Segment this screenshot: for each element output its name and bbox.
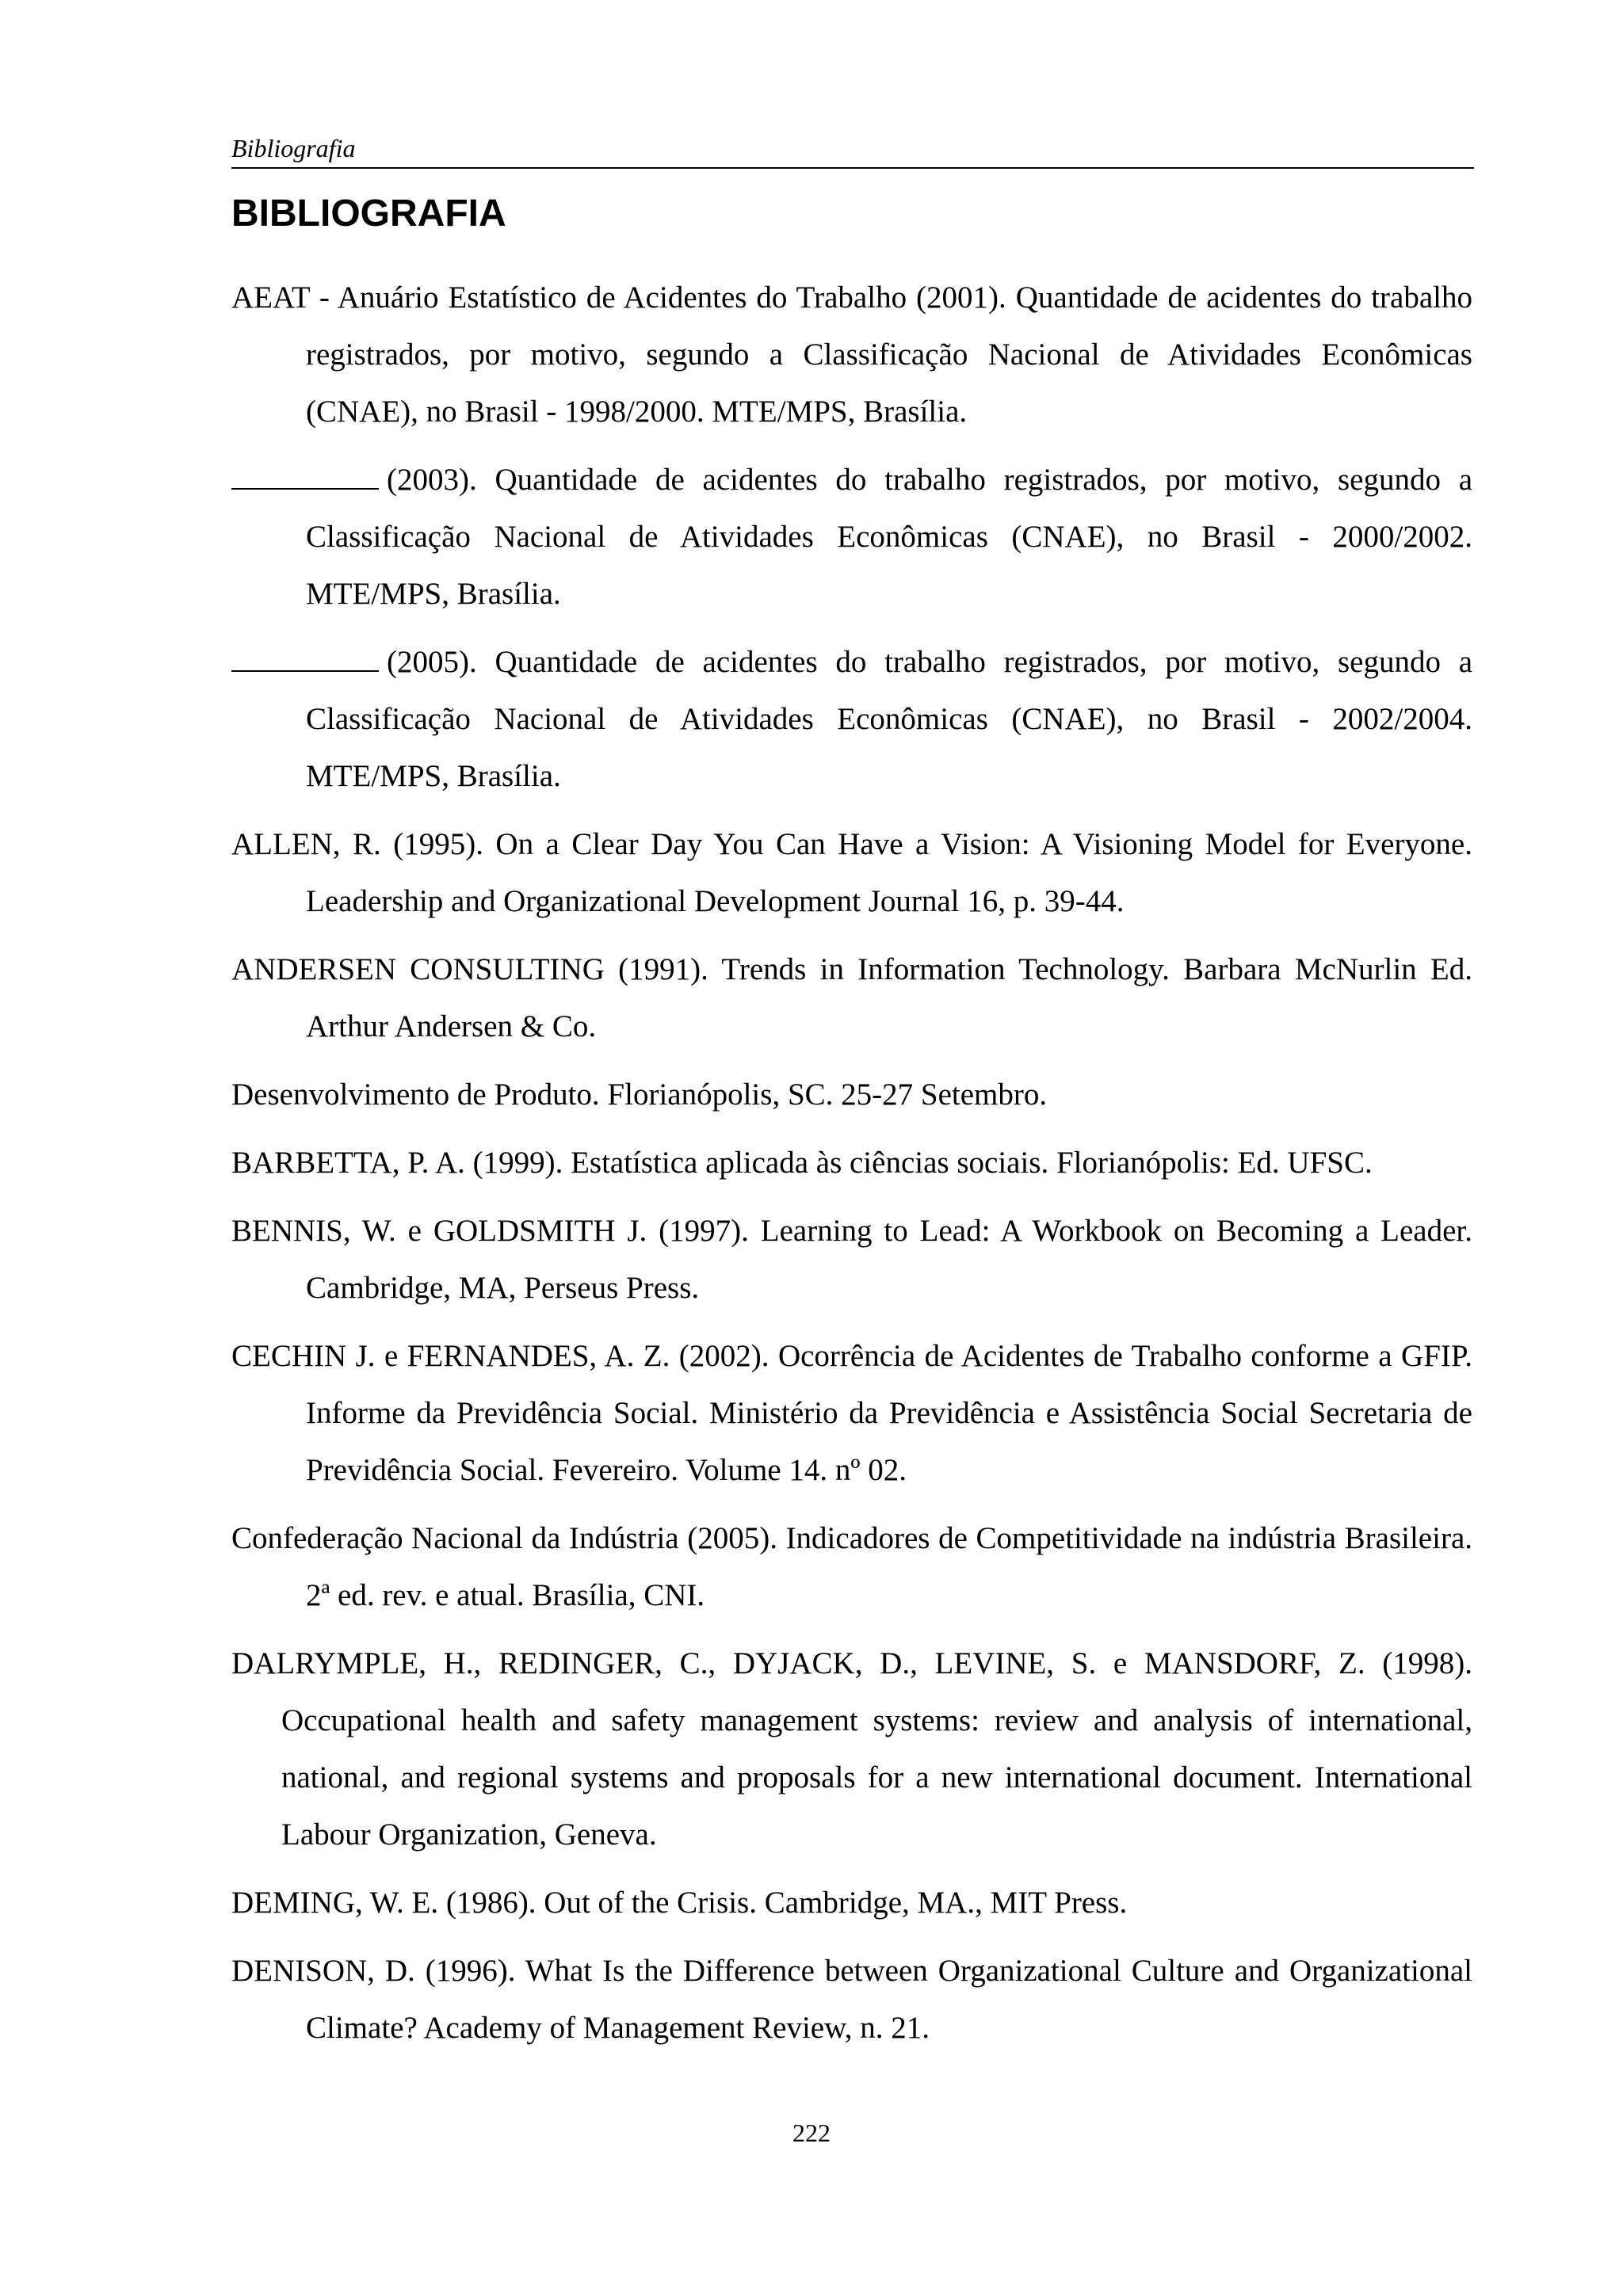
reference-item bbox=[231, 941, 1472, 1055]
reference-text: Confederação Nacional da Indústria (2005). Indicadores de Competitividade na indústria Brasileira. 2ª ed. rev. e atual. Brasília, CNI. bbox=[231, 1521, 1472, 1612]
repeated-author-dash bbox=[231, 464, 379, 490]
reference-item bbox=[231, 816, 1472, 930]
reference-item bbox=[231, 1635, 1472, 1863]
reference-list bbox=[231, 269, 1472, 2068]
reference-text: DALRYMPLE, H., REDINGER, C., DYJACK, D., LEVINE, S. e MANSDORF, Z. (1998). Occupational health and safety management systems: review and analysis of international, national, and regional systems and proposals for a new international document. International Labour Organization, Geneva. bbox=[231, 1646, 1472, 1852]
reference-item bbox=[231, 1135, 1472, 1192]
reference-text: AEAT - Anuário Estatístico de Acidentes do Trabalho (2001). Quantidade de acidentes do trabalho registrados, por motivo, segundo a Classificação Nacional de Atividades Econômicas (CNAE), no Brasil - 1998/2000. MTE/MPS, Brasília. bbox=[231, 280, 1472, 429]
page-title: BIBLIOGRAFIA bbox=[231, 193, 506, 235]
reference-item bbox=[231, 1875, 1472, 1932]
running-header-text: Bibliografia bbox=[231, 134, 356, 162]
reference-item bbox=[231, 452, 1472, 623]
reference-text: DENISON, D. (1996). What Is the Difference between Organizational Culture and Organizational Climate? Academy of Management Review, n. 21. bbox=[231, 1954, 1472, 2045]
page-number: 222 bbox=[792, 2119, 831, 2147]
reference-text: (2005). Quantidade de acidentes do trabalho registrados, por motivo, segundo a Classificação Nacional de Atividades Econômicas (CNAE), no Brasil - 2002/2004. MTE/MPS, Brasília. bbox=[306, 645, 1472, 793]
reference-text: (2003). Quantidade de acidentes do trabalho registrados, por motivo, segundo a Classificação Nacional de Atividades Econômicas (CNAE), no Brasil - 2000/2002. MTE/MPS, Brasília. bbox=[306, 463, 1472, 611]
reference-item bbox=[231, 1943, 1472, 2057]
reference-item bbox=[231, 1066, 1472, 1123]
running-header bbox=[231, 132, 1474, 169]
reference-item bbox=[231, 634, 1472, 805]
reference-text: ALLEN, R. (1995). On a Clear Day You Can Have a Vision: A Visioning Model for Everyone. Leadership and Organizational Development Journal 16, p. 39-44. bbox=[231, 827, 1472, 918]
reference-item bbox=[231, 269, 1472, 441]
reference-text: DEMING, W. E. (1986). Out of the Crisis. Cambridge, MA., MIT Press. bbox=[231, 1886, 1128, 1920]
repeated-author-dash bbox=[231, 646, 379, 672]
reference-text: CECHIN J. e FERNANDES, A. Z. (2002). Ocorrência de Acidentes de Trabalho conforme a GFIP. Informe da Previdência Social. Ministério da Previdência e Assistência Social Secretaria de Previdência Social. Fevereiro. Volume 14. nº 02. bbox=[231, 1339, 1472, 1487]
reference-text: BENNIS, W. e GOLDSMITH J. (1997). Learning to Lead: A Workbook on Becoming a Leader. Cambridge, MA, Perseus Press. bbox=[231, 1214, 1472, 1305]
reference-text: BARBETTA, P. A. (1999). Estatística aplicada às ciências sociais. Florianópolis: Ed. UFSC. bbox=[231, 1146, 1373, 1180]
reference-item bbox=[231, 1203, 1472, 1317]
reference-item bbox=[231, 1510, 1472, 1624]
reference-item bbox=[231, 1328, 1472, 1499]
reference-text: ANDERSEN CONSULTING (1991). Trends in Information Technology. Barbara McNurlin Ed. Arthur Andersen & Co. bbox=[231, 952, 1472, 1043]
reference-text: Desenvolvimento de Produto. Florianópolis, SC. 25-27 Setembro. bbox=[231, 1077, 1048, 1112]
